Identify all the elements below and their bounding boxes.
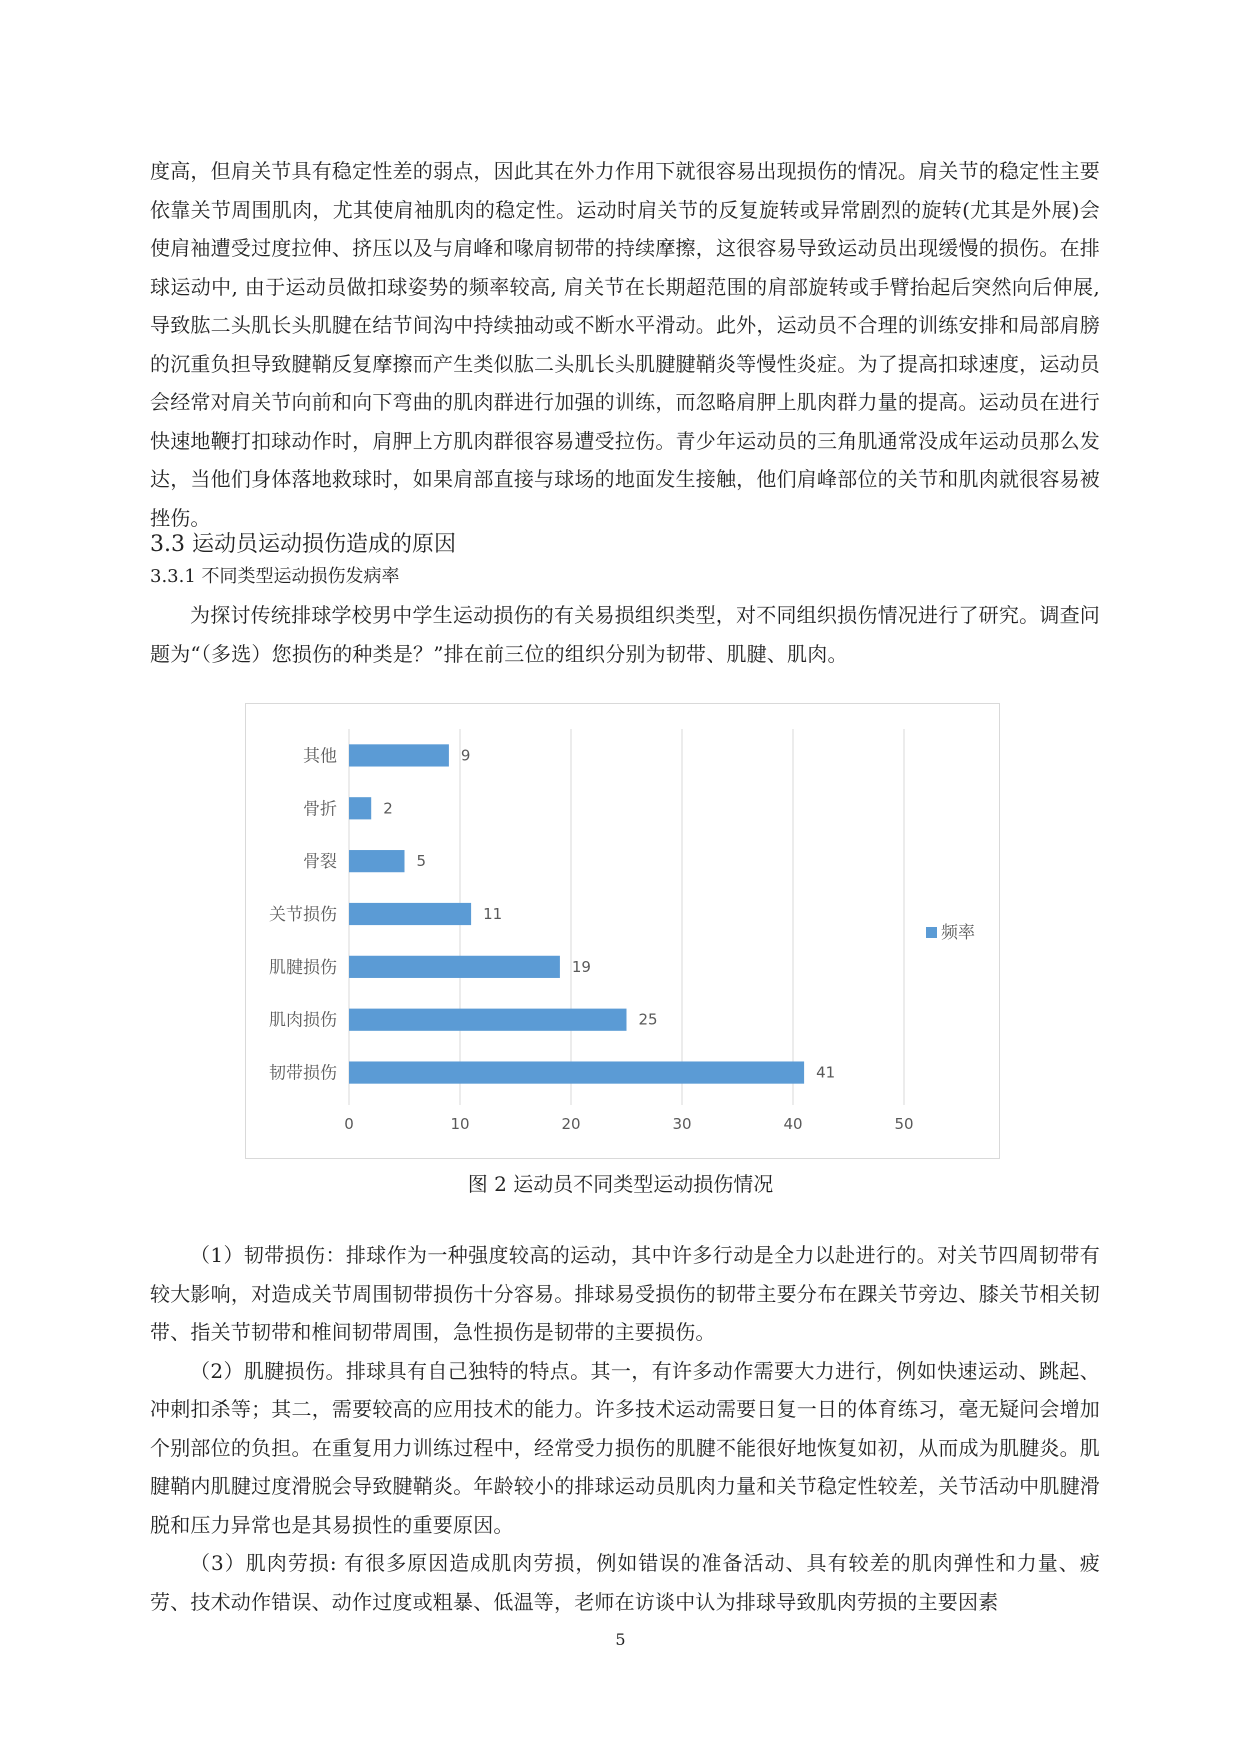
x-tick-label: 30 <box>672 1115 692 1133</box>
paragraph-shoulder-injury: 度高，但肩关节具有稳定性差的弱点，因此其在外力作用下就很容易出现损伤的情况。肩关节的稳定性主要依靠关节周围肌肉，尤其使肩袖肌肉的稳定性。运动时肩关节的反复旋转或异常剧烈的旋转(尤其是外展)会使肩袖遭受过度拉伸、挤压以及与肩峰和喙肩韧带的持续摩擦，这很容易导致运动员出现缓慢的损伤。在排球运动中, 由于运动员做扣球姿势的频率较高, 肩关节在长期超范围的肩部旋转或手臂抬起后突然向后伸展, 导致肱二头肌长头肌腱在结节间沟中持续抽动或不断水平滑动。此外，运动员不合理的训练安排和局部肩膀的沉重负担导致腱鞘反复摩擦而产生类似肱二头肌长头肌腱腱鞘炎等慢性炎症。为了提高扣球速度，运动员会经常对肩关节向前和向下弯曲的肌肉群进行加强的训练，而忽略肩胛上肌肉群力量的提高。运动员在进行快速地鞭打扣球动作时，肩胛上方肌肉群很容易遭受拉伤。青少年运动员的三角肌通常没成年运动员那么发达，当他们身体落地救球时，如果肩部直接与球场的地面发生接触，他们肩峰部位的关节和肌肉就很容易被挫伤。 <box>150 159 1100 530</box>
x-tick-label: 20 <box>561 1115 581 1133</box>
x-tick-label: 40 <box>783 1115 803 1133</box>
data-label: 5 <box>416 852 427 871</box>
x-tick-label: 0 <box>344 1115 354 1133</box>
category-label: 其他 <box>303 746 337 767</box>
bar <box>349 1009 627 1031</box>
x-tick-label: 50 <box>894 1115 914 1133</box>
paragraphs-injury-details <box>150 1236 1100 1621</box>
bar <box>349 903 471 925</box>
section-heading-3-3: 3.3 运动员运动损伤造成的原因 <box>150 532 456 557</box>
x-tick-label: 10 <box>450 1115 470 1133</box>
category-label: 骨裂 <box>303 852 337 873</box>
category-label: 肌腱损伤 <box>269 957 337 978</box>
bar <box>349 797 371 819</box>
legend-swatch <box>926 927 937 938</box>
data-label: 25 <box>638 1010 658 1029</box>
bar <box>349 744 449 766</box>
data-label: 41 <box>816 1063 836 1082</box>
item-ligament-injury: （1）韧带损伤：排球作为一种强度较高的运动，其中许多行动是全力以赴进行的。对关节四周韧带有较大影响，对造成关节周围韧带损伤十分容易。排球易受损伤的韧带主要分布在踝关节旁边、膝关节相关韧带、指关节韧带和椎间韧带周围，急性损伤是韧带的主要损伤。 <box>150 1243 1100 1344</box>
category-label: 关节损伤 <box>269 905 337 925</box>
data-label: 2 <box>383 799 393 818</box>
data-label: 11 <box>483 905 503 923</box>
legend-label: 频率 <box>941 923 975 943</box>
bar-chart-svg <box>246 704 999 1158</box>
bar <box>349 850 405 872</box>
item-tendon-injury: （2）肌腱损伤。排球具有自己独特的特点。其一，有许多动作需要大力进行，例如快速运动、跳起、冲刺扣杀等；其二，需要较高的应用技术的能力。许多技术运动需要日复一日的体育练习，毫无疑问会增加个别部位的负担。在重复用力训练过程中，经常受力损伤的肌腱不能很好地恢复如初，从而成为肌腱炎。肌腱鞘内肌腱过度滑脱会导致腱鞘炎。年龄较小的排球运动员肌肉力量和关节稳定性较差，关节活动中肌腱滑脱和压力异常也是其易损性的重要原因。 <box>150 1358 1100 1537</box>
subsection-heading-3-3-1: 3.3.1 不同类型运动损伤发病率 <box>150 566 400 587</box>
bar <box>349 1061 804 1083</box>
category-label: 韧带损伤 <box>269 1063 337 1084</box>
category-label: 骨折 <box>303 799 337 820</box>
paragraph-survey-intro: 为探讨传统排球学校男中学生运动损伤的有关易损组织类型，对不同组织损伤情况进行了研究。调查问题为“（多选）您损伤的种类是？”排在前三位的组织分别为韧带、肌腱、肌肉。 <box>150 603 1100 666</box>
figure-caption: 图 2 运动员不同类型运动损伤情况 <box>467 1172 774 1196</box>
injury-type-chart <box>245 703 1000 1159</box>
data-label: 9 <box>460 746 471 765</box>
bar <box>349 956 560 978</box>
category-label: 肌肉损伤 <box>269 1010 337 1031</box>
item-muscle-strain: （3）肌肉劳损: 有很多原因造成肌肉劳损，例如错误的准备活动、具有较差的肌肉弹性和力量、疲劳、技术动作错误、动作过度或粗暴、低温等，老师在访谈中认为排球导致肌肉劳损的主要因素 <box>150 1551 1100 1614</box>
page-number: 5 <box>615 1630 626 1649</box>
data-label: 19 <box>571 957 591 976</box>
